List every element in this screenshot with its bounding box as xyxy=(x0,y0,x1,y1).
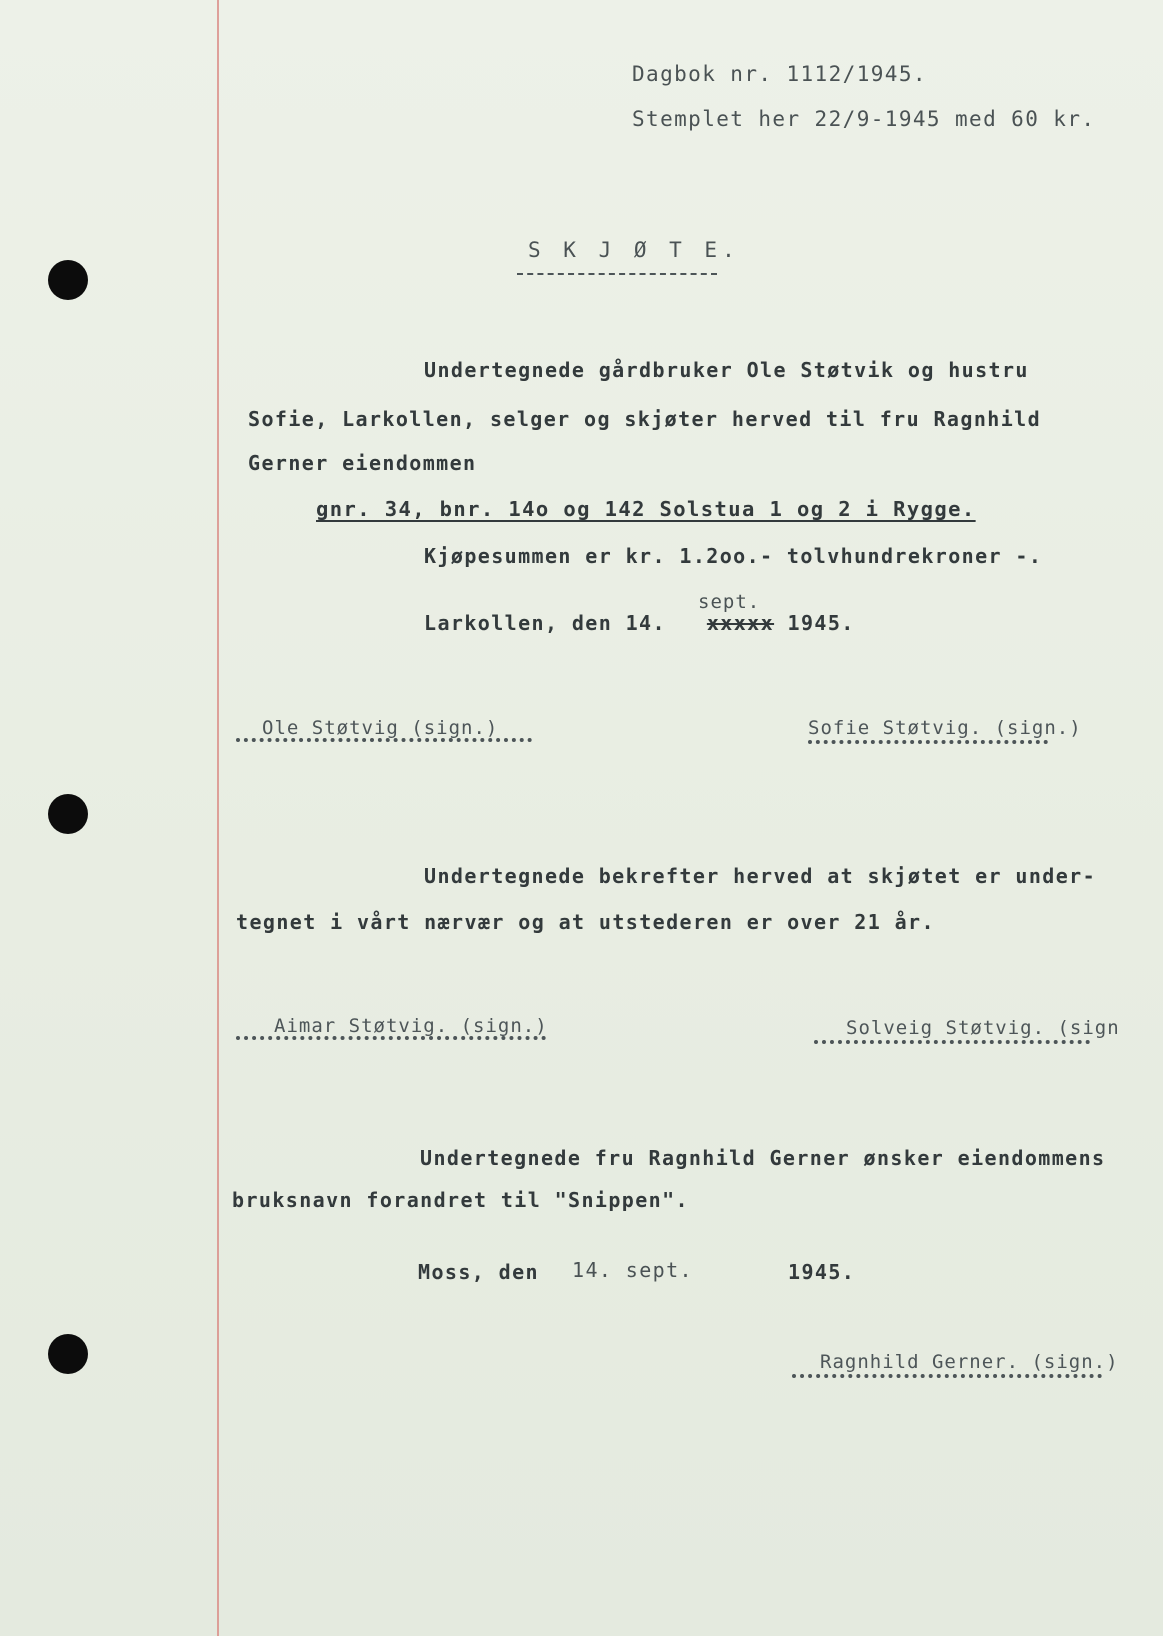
rename-place: Moss, den xyxy=(418,1260,539,1284)
margin-line xyxy=(217,0,219,1636)
purchase-price: Kjøpesummen er kr. 1.2oo.- tolvhundrekroner -. xyxy=(424,544,1043,568)
rename-year: 1945. xyxy=(788,1260,856,1284)
deed-line-3: Gerner eiendommen xyxy=(248,451,477,475)
witness-line-left xyxy=(236,1036,546,1040)
rename-date: 14. sept. xyxy=(572,1258,693,1282)
struck-month: xxxxx xyxy=(706,611,775,635)
punch-hole-bottom xyxy=(48,1334,88,1374)
stamp-note: Stemplet her 22/9-1945 med 60 kr. xyxy=(632,107,1096,131)
inserted-month: sept. xyxy=(698,591,761,613)
place-date xyxy=(424,611,855,635)
dagbok-number: Dagbok nr. 1112/1945. xyxy=(632,62,927,86)
signature-ragnhild: Ragnhild Gerner. (sign.) xyxy=(820,1351,1119,1373)
witness-line-right xyxy=(814,1040,1090,1044)
signature-solveig: Solveig Støtvig. (sign xyxy=(846,1017,1120,1039)
document-title: S K J Ø T E. xyxy=(528,238,740,262)
deed-line-1: Undertegnede gårdbruker Ole Støtvik og hustru xyxy=(424,358,1029,382)
signature-sofie: Sofie Støtvig. (sign.) xyxy=(808,717,1082,739)
title-underline xyxy=(517,273,717,275)
place-date-prefix: Larkollen, den 14. xyxy=(424,611,666,635)
signature-line-left xyxy=(236,738,532,742)
signature-ole: Ole Støtvig (sign.) xyxy=(262,717,499,739)
property-designation: gnr. 34, bnr. 14o og 142 Solstua 1 og 2 i Rygge. xyxy=(316,497,976,521)
witness-line-2: tegnet i vårt nærvær og at utstederen er over 21 år. xyxy=(236,910,935,934)
rename-line-2: bruksnavn forandret til "Snippen". xyxy=(232,1188,689,1212)
signature-aimar: Aimar Støtvig. (sign.) xyxy=(274,1015,548,1037)
deed-year: 1945. xyxy=(787,611,855,635)
deed-line-2: Sofie, Larkollen, selger og skjøter herved til fru Ragnhild xyxy=(248,407,1042,431)
punch-hole-top xyxy=(48,260,88,300)
punch-hole-middle xyxy=(48,794,88,834)
signature-line-right xyxy=(808,740,1048,744)
witness-line-1: Undertegnede bekrefter herved at skjøtet er under- xyxy=(424,864,1097,888)
signature-line-ragnhild xyxy=(792,1374,1102,1378)
rename-line-1: Undertegnede fru Ragnhild Gerner ønsker eiendommens xyxy=(420,1146,1106,1170)
